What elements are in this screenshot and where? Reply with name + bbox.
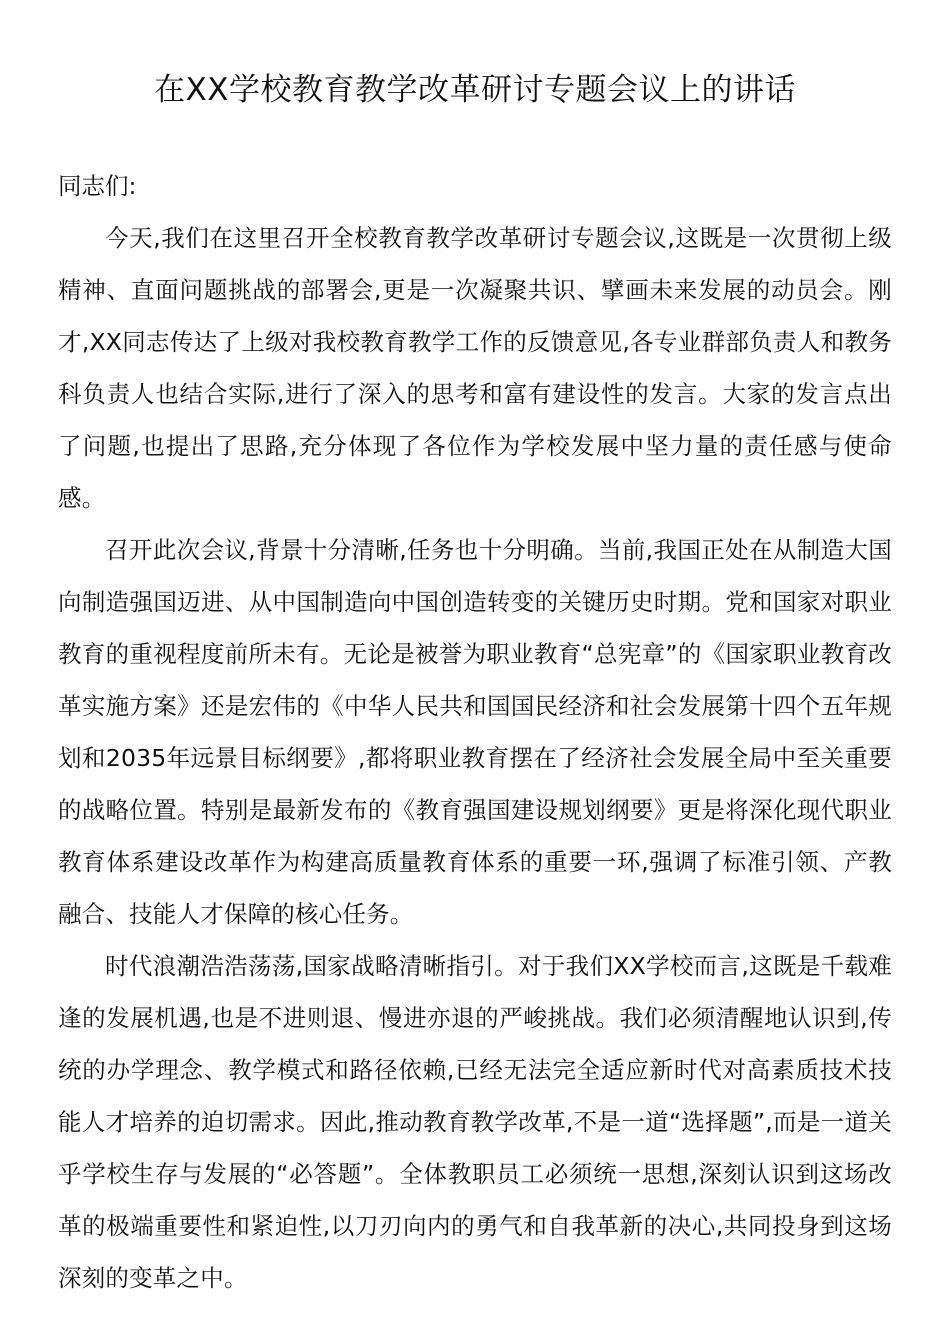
paragraph-1: 今天,我们在这里召开全校教育教学改革研讨专题会议,这既是一次贯彻上级精神、直面问题挑战的部署会,更是一次凝聚共识、擘画未来发展的动员会。刚才,XX同志传达了上级对我校教育教学工作的反馈意见,各专业群部负责人和教务科负责人也结合实际,进行了深入的思考和富有建设性的发言。大家的发言点出了问题,也提出了思路,充分体现了各位作为学校发展中坚力量的责任感与使命感。 xyxy=(58,224,892,512)
paragraph-3: 时代浪潮浩浩荡荡,国家战略清晰指引。对于我们XX学校而言,这既是千载难逢的发展机遇,也是不进则退、慢进亦退的严峻挑战。我们必须清醒地认识到,传统的办学理念、教学模式和路径依赖,已经无法完全适应新时代对高素质技术技能人才培养的迫切需求。因此,推动教育教学改革,不是一道“选择题”,而是一道关乎学校生存与发展的“必答题”。全体教职员工必须统一思想,深刻认识到这场改革的极端重要性和紧迫性,以刀刃向内的勇气和自我革新的决心,共同投身到这场深刻的变革之中。 xyxy=(58,952,892,1292)
paragraph-2: 召开此次会议,背景十分清晰,任务也十分明确。当前,我国正处在从制造大国向制造强国迈进、从中国制造向中国创造转变的关键历史时期。党和国家对职业教育的重视程度前所未有。无论是被誉为职业教育“总宪章”的《国家职业教育改革实施方案》还是宏伟的《中华人民共和国国民经济和社会发展第十四个五年规划和2035年远景目标纲要》,都将职业教育摆在了经济社会发展全局中至关重要的战略位置。特别是最新发布的《教育强国建设规划纲要》更是将深化现代职业教育体系建设改革作为构建高质量教育体系的重要一环,强调了标准引领、产教融合、技能人才保障的核心任务。 xyxy=(58,536,892,928)
document-title: 在XX学校教育教学改革研讨专题会议上的讲话 xyxy=(154,72,796,108)
salutation: 同志们: xyxy=(58,172,137,200)
